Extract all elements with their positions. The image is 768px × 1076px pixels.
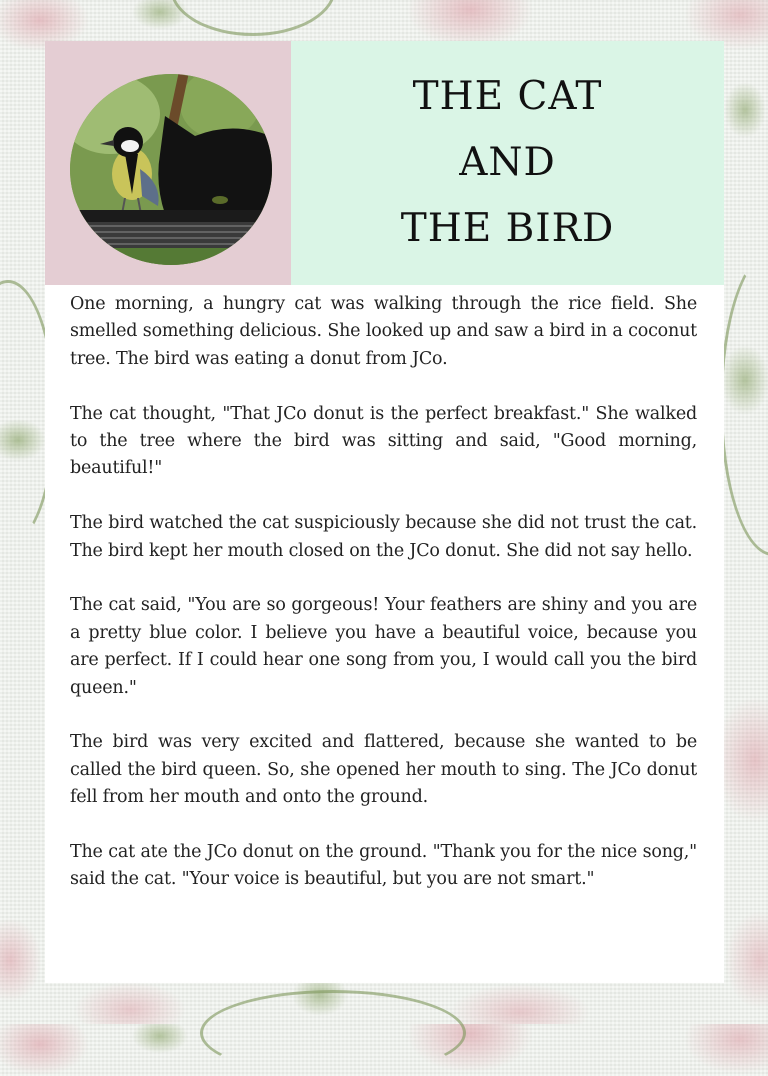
bird-and-cat-illustration (70, 74, 272, 265)
background-vine (200, 990, 466, 1076)
story-paragraph: One morning, a hungry cat was walking through the rice field. She smelled something delicious. She looked up and saw a bird in a coconut tree. The bird was eating a donut from JCo. (70, 294, 697, 369)
story-paragraph: The bird watched the cat suspiciously because she did not trust the cat. The bird kept her mouth closed on the JCo donut. She did not say hello. (70, 513, 697, 561)
title-line-1: THE CAT (412, 74, 603, 119)
background-vine (170, 0, 336, 36)
story-card (45, 41, 724, 983)
story-text (70, 291, 697, 921)
story-header (45, 41, 724, 285)
story-paragraph: The cat said, "You are so gorgeous! Your feathers are shiny and you are a pretty blue color. I believe you have a beautiful voice, because you are perfect. If I could hear one song from you, I would call you the bird queen." (70, 595, 697, 698)
bird-and-cat-photo (70, 74, 272, 265)
title-line-2: AND (459, 140, 556, 185)
title-line-3: THE BIRD (400, 206, 615, 251)
story-paragraph: The bird was very excited and flattered, because she wanted to be called the bird queen. So, she opened her mouth to sing. The JCo donut fell from her mouth and onto the ground. (70, 732, 697, 808)
photo-panel (45, 41, 291, 285)
title-panel (291, 41, 724, 285)
story-paragraph: The cat ate the JCo donut on the ground. "Thank you for the nice song," said the cat. "Your voice is beautiful, but you are not smart." (70, 842, 697, 890)
background-vine (720, 250, 768, 556)
story-paragraph: The cat thought, "That JCo donut is the perfect breakfast." She walked to the tree where the bird was sitting and said, "Good morning, beautiful!" (70, 403, 697, 479)
